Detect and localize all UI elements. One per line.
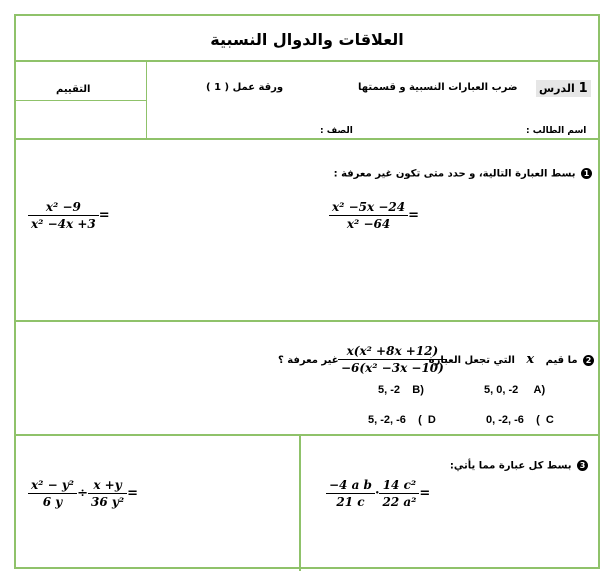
fraction-numerator: x² − y² [28, 478, 77, 494]
question-2-prompt [429, 352, 594, 367]
fraction-denominator: 21 c [336, 495, 365, 509]
fraction-numerator: x² −9 [28, 200, 99, 216]
divider [16, 138, 598, 140]
multiply-dot: · [374, 486, 380, 501]
divider [16, 100, 146, 101]
question-1-prompt [334, 168, 592, 180]
student-name-label: اسم الطالب : [526, 126, 587, 136]
question-3-prompt [450, 460, 588, 472]
divide-sign: ÷ [77, 486, 88, 501]
variable-x: x [526, 352, 535, 367]
q3-expression-right [326, 478, 430, 509]
option-d[interactable]: 5, -2, -6 ( D [368, 414, 436, 426]
divider [16, 60, 598, 62]
option-c[interactable]: 0, -2, -6 ( C [486, 414, 554, 426]
fraction-denominator: 6 y [42, 495, 63, 509]
fraction-denominator: −6(x² −3x −10) [341, 361, 444, 375]
fraction-denominator: 22 a² [382, 495, 417, 509]
divider [16, 320, 598, 322]
divider [16, 434, 598, 436]
question-number-badge: 2 [583, 355, 594, 366]
question-3-text: بسط كل عبارة مما يأتي: [449, 460, 572, 472]
fraction-numerator: x² −5x −24 [329, 200, 408, 216]
assessment-label: التقييم [56, 84, 91, 95]
q3-expression-left [28, 478, 138, 509]
class-label: الصف : [320, 126, 353, 136]
divider [299, 434, 301, 571]
q1-expression-right [329, 200, 419, 231]
equals-sign: = [127, 486, 138, 501]
lesson-number: 1 [578, 81, 588, 96]
fraction-numerator: x(x² +8x +12) [338, 344, 447, 360]
worksheet-label: ورقة عمل ( 1 ) [206, 82, 284, 93]
equals-sign: = [419, 486, 431, 501]
question-number-badge: 3 [577, 460, 588, 471]
page-title: العلاقات والدوال النسبية [210, 30, 404, 49]
lesson-name: ضرب العبارات النسبية و قسمتها [358, 82, 518, 93]
question-2-start: ما قيم [545, 355, 578, 366]
lesson-text: الدرس [539, 82, 575, 95]
question-2-end: غير معرفة ؟ [278, 355, 339, 366]
equals-sign: = [98, 208, 110, 223]
fraction-numerator: 14 c² [379, 478, 419, 494]
lesson-label [536, 80, 591, 97]
question-1-text: بسط العبارة التالية، و حدد متى تكون غير معرفة : [333, 168, 576, 180]
fraction-denominator: x² −64 [346, 217, 391, 231]
option-a[interactable]: 5, 0, -2 A) [484, 384, 546, 396]
divider [146, 60, 147, 138]
question-number-badge: 1 [581, 168, 592, 179]
fraction-numerator: −4 a b [326, 478, 375, 494]
fraction-numerator: x +y [88, 478, 127, 494]
fraction-denominator: x² −4x +3 [31, 217, 96, 231]
option-b[interactable]: 5, -2 B) [378, 384, 424, 396]
fraction-denominator: 36 y² [90, 495, 125, 509]
q2-expression [338, 344, 447, 375]
worksheet-frame [14, 14, 600, 569]
q1-expression-left [28, 200, 110, 231]
question-2-mid: التي تجعل العبارة [428, 355, 515, 366]
equals-sign: = [408, 208, 419, 223]
